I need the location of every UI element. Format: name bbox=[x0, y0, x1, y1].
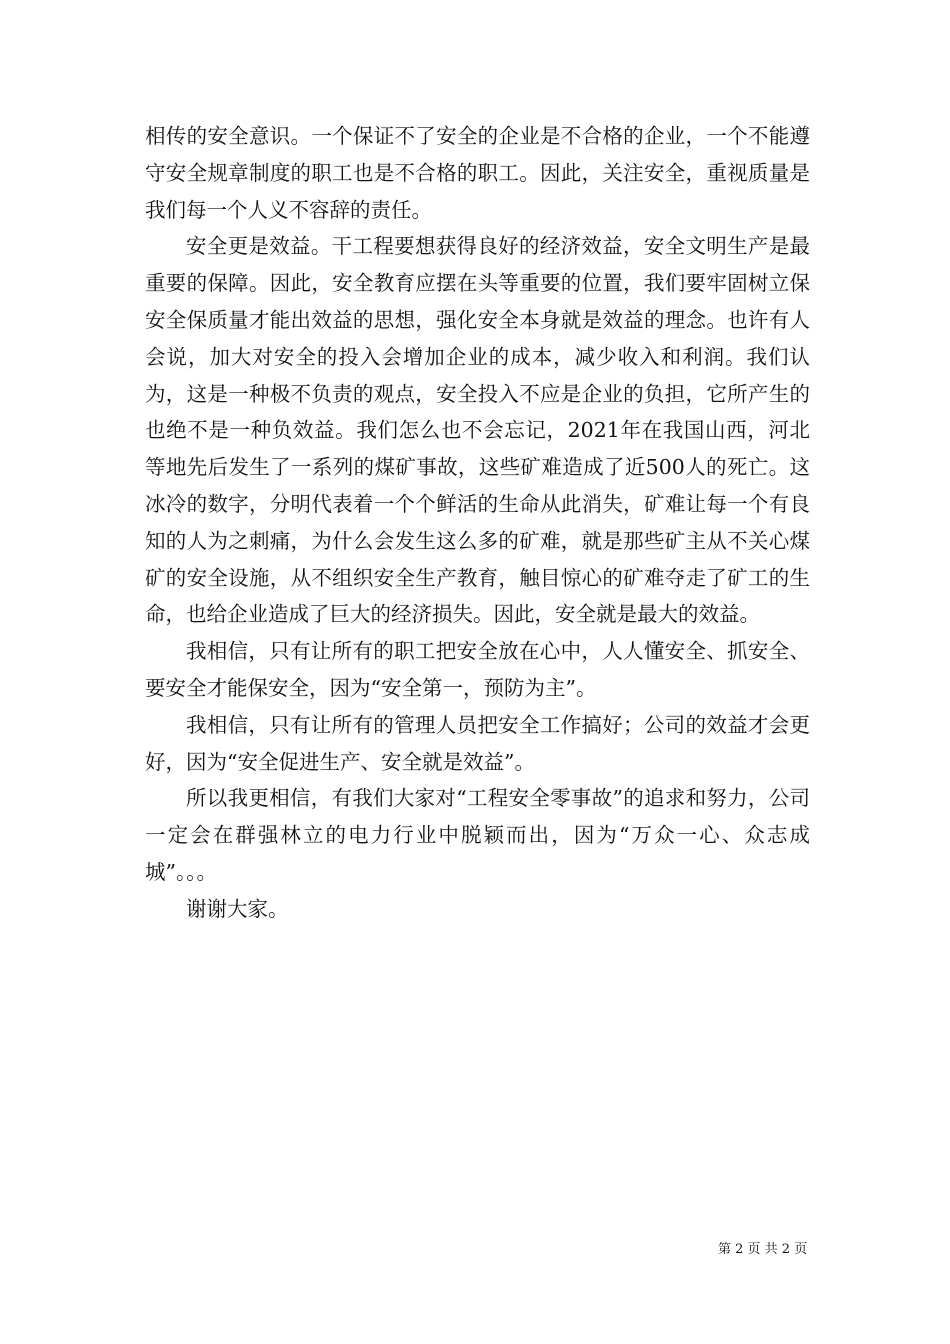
paragraph-safety-benefit: 安全更是效益。干工程要想获得良好的经济效益，安全文明生产是最重要的保障。因此，安全教育应摆在头等重要的位置，我们要牢固树立保安全保质量才能出效益的思想，强化安全本身就是效益的理念。也许有人会说，加大对安全的投入会增加企业的成本，减少收入和利润。我们认为，这是一种极不负责的观点，安全投入不应是企业的负担，它所产生的也绝不是一种负效益。我们怎么也不会忘记，2021年在我国山西，河北等地先后发生了一系列的煤矿事故，这些矿难造成了近500人的死亡。这冰冷的数字，分明代表着一个个鲜活的生命从此消失，矿难让每一个有良知的人为之刺痛，为什么会发生这么多的矿难，就是那些矿主从不关心煤矿的安全设施，从不组织安全生产教育，触目惊心的矿难夺走了矿工的生命，也给企业造成了巨大的经济损失。因此，安全就是最大的效益。 bbox=[145, 234, 810, 627]
document-body bbox=[145, 118, 810, 928]
page-number-footer: 第 2 页 共 2 页 bbox=[718, 1242, 808, 1257]
paragraph-belief-workers: 我相信，只有让所有的职工把安全放在心中，人人懂安全、抓安全、要安全才能保安全，因为“安全第一，预防为主”。 bbox=[145, 639, 810, 700]
paragraph-belief-company: 所以我更相信，有我们大家对“工程安全零事故”的追求和努力，公司一定会在群强林立的电力行业中脱颖而出，因为“万众一心、众志成城”。。。 bbox=[145, 786, 810, 884]
paragraph-thanks: 谢谢大家。 bbox=[186, 896, 289, 921]
paragraph-continuation: 相传的安全意识。一个保证不了安全的企业是不合格的企业，一个不能遵守安全规章制度的职工也是不合格的职工。因此，关注安全，重视质量是我们每一个人义不容辞的责任。 bbox=[145, 124, 810, 222]
paragraph-belief-managers: 我相信，只有让所有的管理人员把安全工作搞好；公司的效益才会更好，因为“安全促进生产、安全就是效益”。 bbox=[145, 712, 810, 774]
